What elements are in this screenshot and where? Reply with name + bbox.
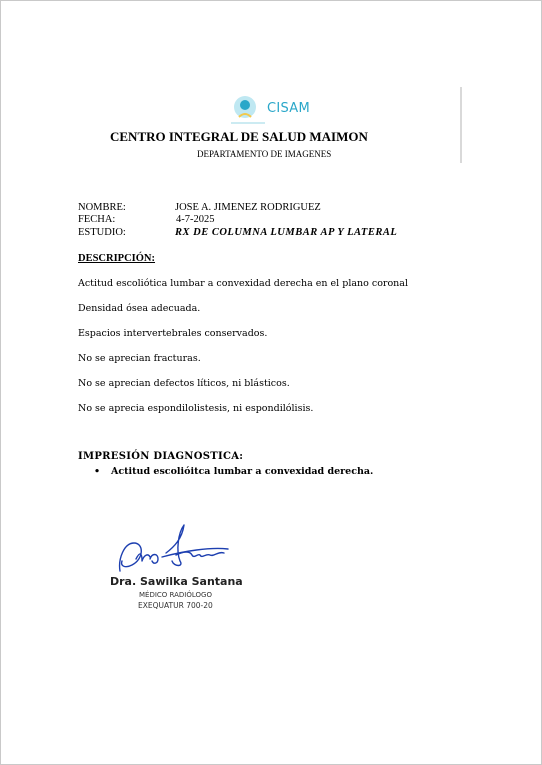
department-name: DEPARTAMENTO DE IMAGENES	[197, 149, 332, 159]
doctor-name: Dra. Sawilka Santana	[110, 575, 243, 588]
study-row	[78, 227, 398, 238]
date-row	[78, 214, 215, 225]
patient-name-row	[78, 202, 321, 213]
study-value: RX DE COLUMNA LUMBAR AP Y LATERAL	[175, 227, 398, 238]
logo-text: CISAM	[267, 101, 311, 116]
cisam-logo	[225, 93, 315, 125]
bullet-icon: •	[94, 466, 101, 477]
doctor-exequatur: EXEQUATUR 700-20	[138, 601, 213, 610]
doctor-title: MÉDICO RADIÓLOGO	[139, 591, 212, 599]
finding-item: No se aprecia espondilolistesis, ni espondilólisis.	[78, 403, 314, 414]
handwritten-signature	[114, 521, 234, 573]
impression-text: Actitud escolióitca lumbar a convexidad derecha.	[111, 466, 374, 477]
finding-item: Espacios intervertebrales conservados.	[78, 328, 268, 339]
header-divider	[460, 87, 462, 163]
cisam-logo-icon	[225, 93, 269, 125]
patient-name-value: JOSE A. JIMENEZ RODRIGUEZ	[175, 202, 321, 213]
description-heading: DESCRIPCIÓN:	[78, 253, 156, 264]
date-label: FECHA:	[78, 214, 116, 225]
finding-item: No se aprecian fracturas.	[78, 353, 201, 364]
center-name: CENTRO INTEGRAL DE SALUD MAIMON	[110, 129, 368, 144]
finding-item: No se aprecian defectos líticos, ni blásticos.	[78, 378, 290, 389]
date-value: 4-7-2025	[176, 214, 215, 225]
study-label: ESTUDIO:	[78, 227, 126, 238]
finding-item: Densidad ósea adecuada.	[78, 303, 201, 314]
impression-item	[94, 466, 373, 477]
finding-item: Actitud escoliótica lumbar a convexidad derecha en el plano coronal	[78, 278, 409, 289]
patient-name-label: NOMBRE:	[78, 202, 126, 213]
impression-heading: IMPRESIÓN DIAGNOSTICA:	[78, 451, 244, 462]
